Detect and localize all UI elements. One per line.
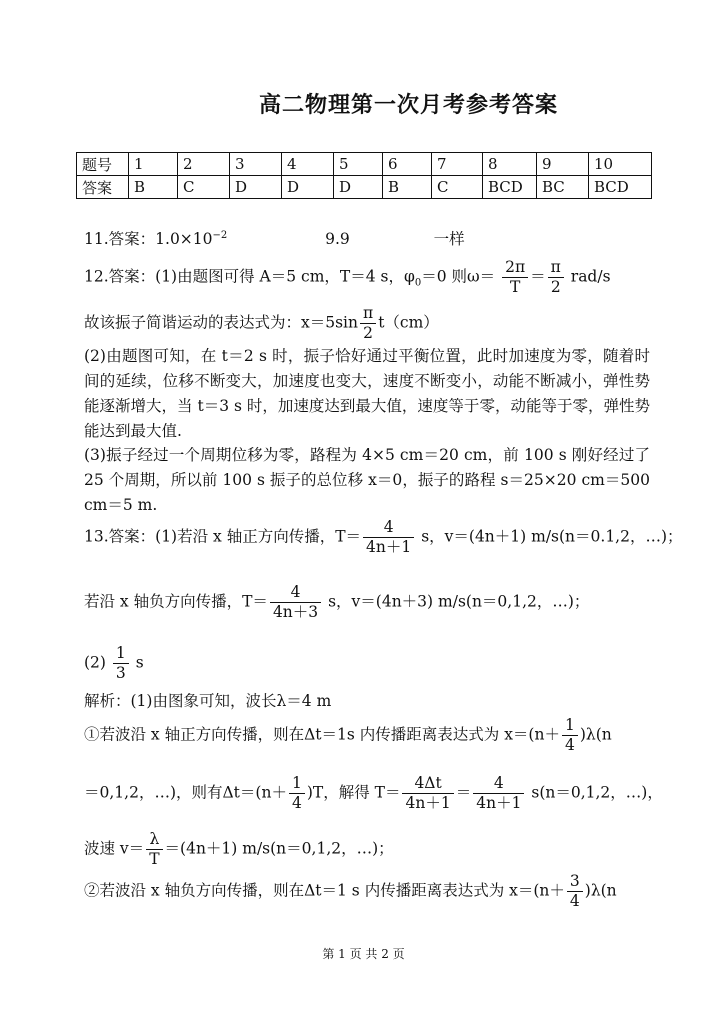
denominator: 4n＋1: [366, 538, 412, 556]
q13-line-5: [84, 717, 612, 754]
table-cell: C: [178, 176, 230, 199]
table-cell: B: [383, 176, 432, 199]
denominator: 3: [115, 664, 126, 682]
q13-line-4: 解析：(1)由图象可知，波长λ＝4 m: [84, 692, 332, 710]
q13-text: )T，解得 T＝: [306, 783, 401, 802]
denominator: 4: [291, 794, 302, 812]
q11-answer-2: 9.9: [325, 230, 350, 249]
table-cell: 4: [282, 153, 334, 176]
q13-line-3: [84, 645, 144, 682]
q13-line-6: [84, 775, 663, 812]
numerator: π: [548, 259, 564, 278]
table-row: [77, 153, 652, 176]
numerator: 3: [567, 873, 583, 892]
equals-sign: ＝: [530, 267, 546, 286]
phi-subscript: 0: [414, 277, 422, 289]
q11-answer-1: 11.答案：1.0×10: [84, 230, 213, 249]
q12-line-1: [84, 259, 611, 296]
numerator: 4: [270, 584, 321, 603]
q13-text: ＝0,1,2，…)，则有Δt＝(n＋: [84, 783, 287, 802]
denominator: 4n＋1: [405, 794, 451, 812]
q13-line-2: [84, 584, 589, 621]
q12-part-3: (3)振子经过一个周期位移为零，路程为 4×5 cm＝20 cm，前 100 s 刚好经过了 25 个周期，所以前 100 s 振子的总位移 x＝0，振子的路程 s＝25×20 cm＝500 cm＝5 m.: [84, 446, 650, 514]
denominator: 4n＋1: [476, 794, 522, 812]
numerator: 4: [473, 775, 524, 794]
q13-text: 若沿 x 轴负方向传播，T＝: [84, 592, 268, 611]
table-cell: 2: [178, 153, 230, 176]
q13-text: s(n＝0,1,2，…)，: [526, 783, 663, 802]
fraction: [289, 775, 305, 812]
numerator: 1: [113, 645, 129, 664]
q13-text: 13.答案：(1)若沿 x 轴正方向传播，T＝: [84, 527, 362, 546]
q11-answer-3: 一样: [433, 230, 465, 249]
numerator: 4: [363, 519, 414, 538]
unit: rad/s: [565, 267, 611, 286]
page-title: 高二物理第一次月考参考答案: [258, 93, 558, 118]
table-cell: D: [334, 176, 383, 199]
denominator: 4: [569, 892, 580, 910]
q12-part-2: (2)由题图可知，在 t＝2 s 时，振子恰好通过平衡位置，此时加速度为零，随着时间的延续，位移不断变大，加速度也变大，速度不断变小，动能不断减小，弹性势能逐渐增大，当 t＝3 s 时，加速度达到最大值，速度等于零，动能等于零，弹性势能达到最大值.: [84, 347, 650, 440]
numerator: λ: [146, 831, 162, 850]
table-cell: BCD: [589, 176, 652, 199]
table-cell: 10: [589, 153, 652, 176]
denominator: 4: [564, 736, 575, 754]
fraction: [113, 645, 129, 682]
q12-text: t（cm）: [378, 313, 439, 332]
q13-line-7: [84, 831, 394, 868]
fraction: [567, 873, 583, 910]
numerator: 4Δt: [402, 775, 453, 794]
q12-text: 故该振子简谐运动的表达式为：x＝5sin: [84, 313, 358, 332]
table-cell: 6: [383, 153, 432, 176]
q11-answer-line: [84, 230, 465, 249]
q13-line-1: [84, 519, 683, 556]
q13-text: (2): [84, 653, 111, 672]
q13-text: )λ(n: [584, 881, 617, 900]
numerator: 1: [289, 775, 305, 794]
fraction: [402, 775, 453, 812]
fraction: [548, 259, 564, 296]
denominator: T: [509, 278, 521, 296]
table-cell: D: [230, 176, 282, 199]
answer-table: [76, 152, 652, 199]
q12-text: ＝0 则ω＝: [421, 267, 496, 286]
table-cell: 8: [483, 153, 537, 176]
q12-text: 12.答案：(1)由题图可得 A＝5 cm，T＝4 s，φ: [84, 267, 415, 286]
numerator: π: [360, 305, 376, 324]
q13-text: ＝(4n＋1) m/s(n＝0,1,2，…)；: [164, 839, 394, 858]
table-cell: 9: [537, 153, 589, 176]
fraction: [146, 831, 162, 868]
q13-text: s: [130, 653, 144, 672]
fraction: [360, 305, 376, 342]
denominator: 2: [363, 324, 374, 342]
q13-text: s，v＝(4n＋3) m/s(n＝0,1,2，…)；: [323, 592, 590, 611]
fraction: [363, 519, 414, 556]
table-cell: C: [432, 176, 483, 199]
table-cell: D: [282, 176, 334, 199]
q13-text: )λ(n: [579, 725, 612, 744]
table-cell: 5: [334, 153, 383, 176]
table-cell: BCD: [483, 176, 537, 199]
table-cell: BC: [537, 176, 589, 199]
q13-text: ②若波沿 x 轴负方向传播，则在Δt＝1 s 内传播距离表达式为 x＝(n＋: [84, 881, 565, 900]
table-cell: 答案: [77, 176, 129, 199]
fraction: [502, 259, 528, 296]
table-cell: B: [129, 176, 178, 199]
denominator: 4n＋3: [272, 603, 319, 621]
q13-text: ①若波沿 x 轴正方向传播，则在Δt＝1s 内传播距离表达式为 x＝(n＋: [84, 725, 560, 744]
denominator: T: [149, 850, 160, 868]
table-row: [77, 176, 652, 199]
table-cell: 题号: [77, 153, 129, 176]
table-cell: 3: [230, 153, 282, 176]
fraction: [562, 717, 578, 754]
equals-sign: ＝: [455, 783, 472, 802]
table-cell: 1: [129, 153, 178, 176]
fraction: [270, 584, 321, 621]
numerator: 2π: [502, 259, 528, 278]
fraction: [473, 775, 524, 812]
numerator: 1: [562, 717, 578, 736]
q13-text: s，v＝(4n＋1) m/s(n＝0.1,2，…)；: [416, 527, 683, 546]
page-footer: 第 1 页 共 2 页: [322, 947, 405, 961]
q13-line-8: [84, 873, 617, 910]
table-cell: 7: [432, 153, 483, 176]
denominator: 2: [550, 278, 561, 296]
q12-line-2: [84, 305, 439, 342]
q11-exponent: −2: [212, 230, 228, 241]
q13-text: 波速 v＝: [84, 839, 145, 858]
